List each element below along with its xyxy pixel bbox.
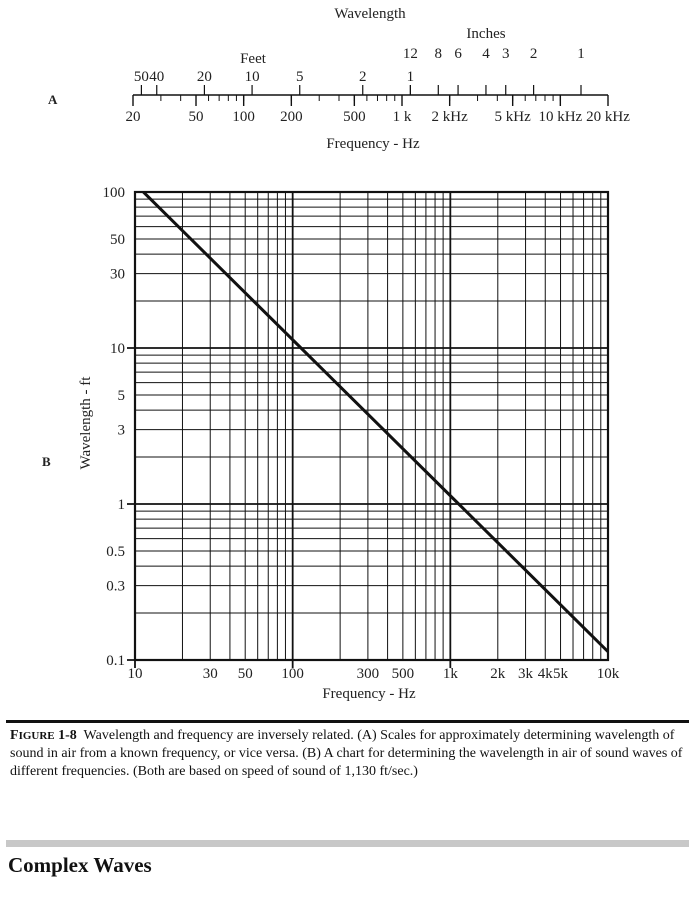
freq-tick-label-5: 1 k (392, 109, 412, 125)
feet-tick-label-6: 1 (406, 69, 415, 85)
section-rule (6, 840, 689, 847)
x-tick-label-3: 100 (281, 666, 304, 682)
freq-tick-label-2: 100 (232, 109, 255, 125)
freq-tick-label-6: 2 kHz (431, 109, 468, 125)
y-tick-label-2: 30 (110, 266, 125, 283)
feet-label: Feet (240, 51, 266, 67)
x-tick-label-10: 5k (553, 666, 569, 682)
panel-label-b: B (42, 454, 51, 469)
x-tick-label-5: 500 (391, 666, 415, 682)
chart-ylabel: Wavelength - ft (78, 376, 94, 470)
chart-grid (127, 192, 608, 668)
freq-tick-label-7: 5 kHz (494, 109, 531, 125)
figure-caption (10, 727, 690, 781)
scale-a-xlabel: Frequency - Hz (326, 136, 420, 152)
freq-tick-label-0: 20 (125, 109, 141, 125)
chart-frame (135, 192, 608, 660)
x-tick-label-2: 50 (237, 666, 253, 682)
x-tick-label-9: 4k (537, 666, 553, 682)
y-tick-label-3: 10 (110, 341, 125, 357)
freq-tick-label-8: 10 kHz (538, 109, 583, 125)
feet-tick-label-2: 20 (196, 69, 212, 85)
x-tick-label-8: 3k (518, 666, 534, 682)
inch-tick-label-0: 12 (402, 46, 418, 62)
scale-a-ticks (126, 46, 631, 125)
y-tick-label-6: 1 (117, 497, 125, 513)
caption-label: FIGURE 1-8 (10, 728, 77, 743)
feet-tick-label-4: 5 (295, 69, 304, 85)
chart-xlabel: Frequency - Hz (322, 686, 416, 702)
y-tick-label-8: 0.3 (106, 578, 125, 595)
y-tick-label-7: 0.5 (106, 543, 125, 560)
y-tick-label-5: 3 (117, 422, 125, 439)
freq-tick-label-9: 20 kHz (586, 109, 630, 125)
inch-tick-label-2: 6 (454, 46, 462, 62)
x-tick-label-11: 10k (596, 666, 620, 682)
freq-tick-label-3: 200 (280, 109, 303, 125)
inch-tick-label-6: 1 (577, 46, 585, 62)
wavelength-title: Wavelength (334, 6, 406, 22)
x-tick-label-1: 30 (202, 666, 218, 682)
inch-tick-label-5: 2 (529, 46, 538, 62)
y-tick-label-4: 5 (117, 387, 125, 404)
feet-tick-label-5: 2 (358, 69, 367, 85)
x-tick-label-0: 10 (127, 666, 143, 682)
inch-tick-label-3: 4 (482, 46, 490, 62)
caption-rule (6, 720, 689, 723)
freq-tick-label-4: 500 (343, 109, 366, 125)
chart-tick-labels (103, 185, 620, 682)
caption-text: Wavelength and frequency are inversely related. (A) Scales for approximately determining wavelength of sound in air from a known frequency, or vice versa. (B) A chart for determining the wavelength in air of sound waves of different frequencies. (Both are based on speed of sound of 1,130 ft/sec.) (10, 728, 683, 779)
feet-tick-label-1: 40 (149, 69, 165, 85)
y-tick-label-9: 0.1 (106, 653, 125, 669)
y-tick-label-1: 50 (110, 231, 125, 248)
freq-tick-label-1: 50 (188, 109, 204, 125)
inch-tick-label-1: 8 (434, 46, 443, 62)
x-tick-label-4: 300 (356, 666, 380, 682)
inch-tick-label-4: 3 (501, 46, 510, 62)
feet-tick-label-3: 10 (244, 69, 260, 85)
inches-label: Inches (466, 26, 506, 42)
section-heading: Complex Waves (8, 853, 152, 877)
y-tick-label-0: 100 (102, 185, 125, 201)
x-tick-label-6: 1k (442, 666, 458, 682)
x-tick-label-7: 2k (490, 666, 506, 682)
feet-tick-label-0: 50 (133, 69, 149, 85)
panel-label-a: A (48, 92, 58, 107)
